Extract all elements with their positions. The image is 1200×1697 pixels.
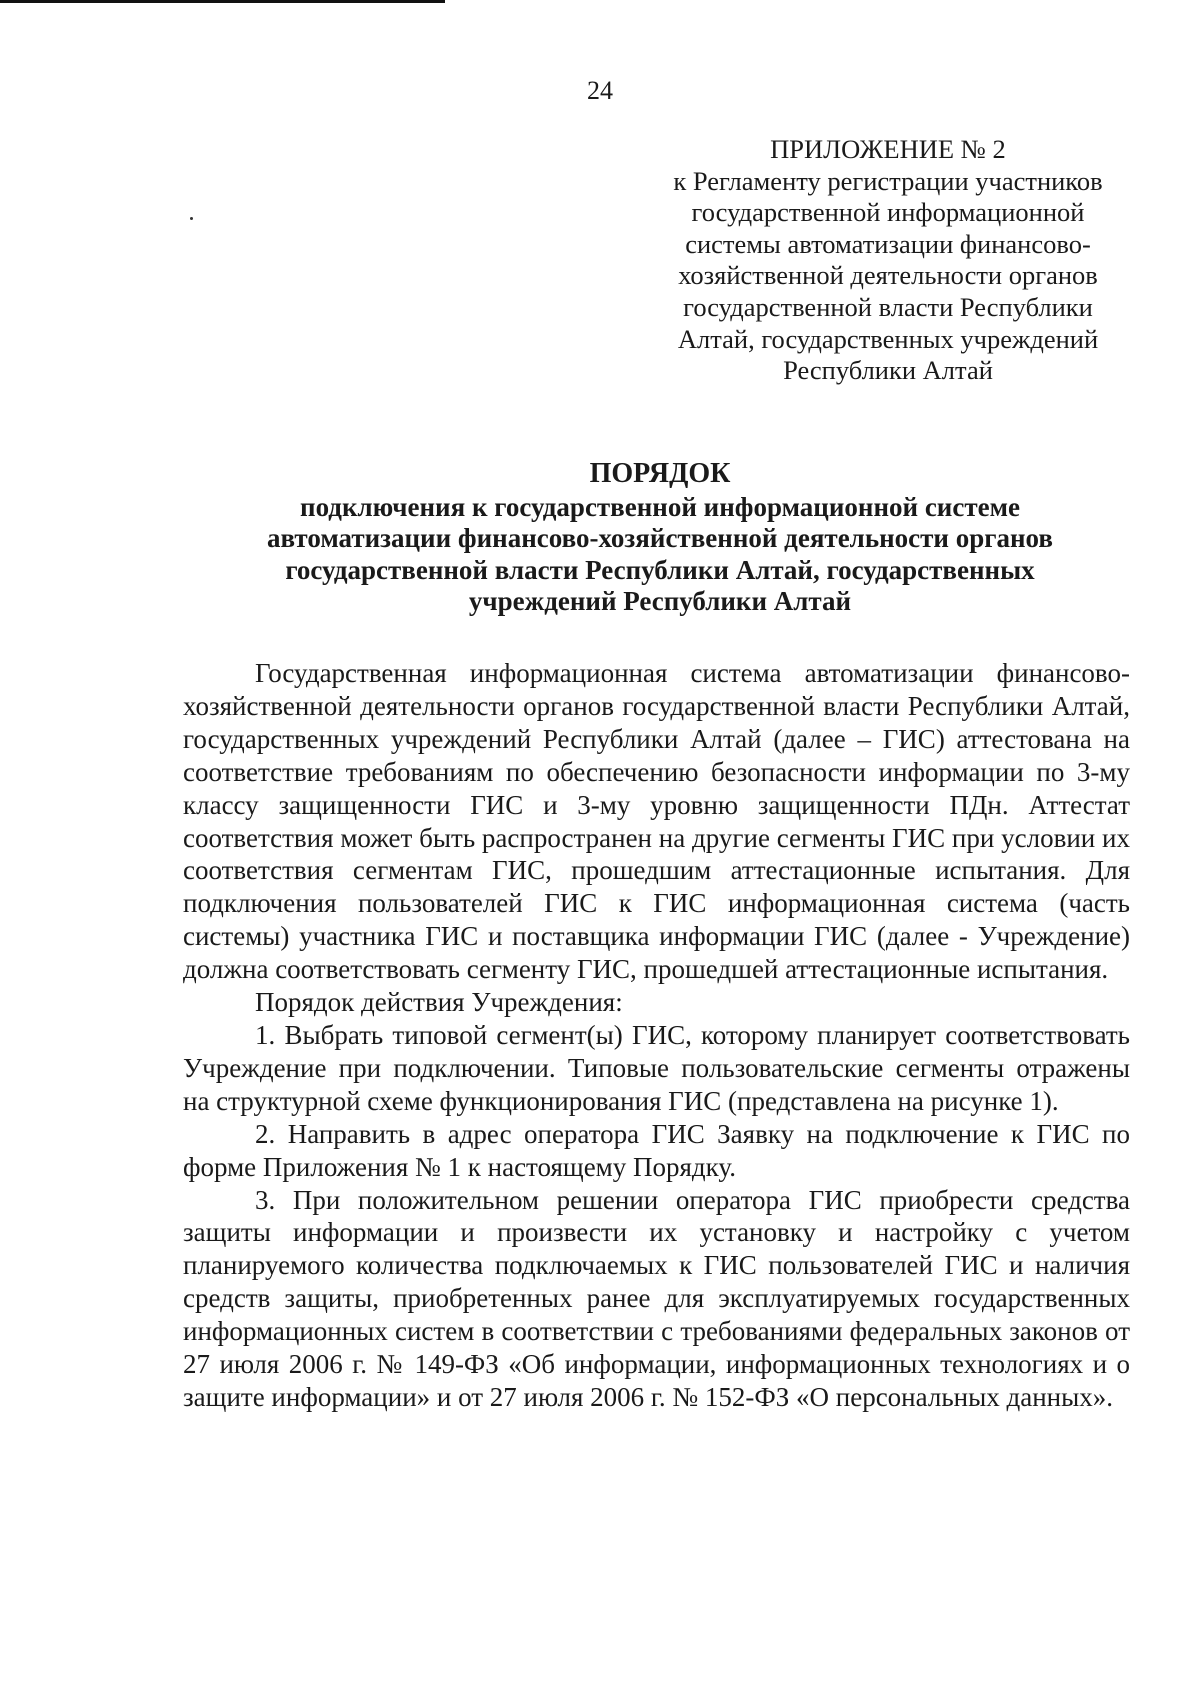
annex-line: ПРИЛОЖЕНИЕ № 2 xyxy=(770,134,1006,164)
title-line: автоматизации финансово-хозяйственной деятельности органов xyxy=(267,523,1053,553)
annex-line: государственной власти Республики xyxy=(683,291,1093,322)
annex-line: хозяйственной деятельности органов xyxy=(678,260,1098,291)
annex-line: системы автоматизации финансово- xyxy=(685,228,1091,259)
title-main: ПОРЯДОК xyxy=(589,458,731,489)
title-line: государственной власти Республики Алтай, государственных xyxy=(285,554,1035,585)
title-line: подключения к государственной информационной системе xyxy=(300,491,1020,522)
title-line: учреждений Республики Алтай xyxy=(468,586,852,616)
document-title xyxy=(180,458,1140,618)
procedure-step: 2. Направить в адрес оператора ГИС Заявку на подключение к ГИС по форме Приложения № 1 к настоящему Порядку. xyxy=(183,1118,1130,1182)
procedure-step: 1. Выбрать типовой сегмент(ы) ГИС, которому планирует соответствовать Учреждение при подключении. Типовые пользовательские сегменты отражены на структурной схеме функционирования ГИС (представлена на рисунке 1). xyxy=(183,1019,1130,1116)
annex-line: Республики Алтай xyxy=(783,355,993,386)
document-body xyxy=(183,657,1130,1414)
procedure-step: 3. При положительном решении оператора ГИС приобрести средства защиты информации и произвести их установку и настройку с учетом планируемого количества подключаемых к ГИС пользователей ГИС и наличия средств защиты, приобретенных ранее для эксплуатируемых государственных информационных систем в соответствии с требованиями федеральных законов от 27 июля 2006 г. № 149-ФЗ «Об информации, информационных технологиях и о защите информации» и от 27 июля 2006 г. № 152-ФЗ «О персональных данных». xyxy=(183,1184,1130,1412)
annex-line: к Регламенту регистрации участников xyxy=(673,165,1103,196)
intro-paragraph: Государственная информационная система автоматизации финансово-хозяйственной деятельности органов государственной власти Республики Алтай, государственных учреждений Республики Алтай (далее – ГИС) аттестована на соответствие требованиям по обеспечению безопасности информации по 3-му классу защищенности ГИС и 3-му уровню защищенности ПДн. Аттестат соответствия может быть распространен на другие сегменты ГИС при условии их соответствия сегментам ГИС, прошедшим аттестационные испытания. Для подключения пользователей ГИС к ГИС информационная система (часть системы) участника ГИС и поставщика информации ГИС (далее - Учреждение) должна соответствовать сегменту ГИС, прошедшей аттестационные испытания. xyxy=(183,658,1130,985)
scan-speck xyxy=(190,217,193,220)
annex-line: Алтай, государственных учреждений xyxy=(677,323,1099,354)
annex-header xyxy=(648,134,1128,387)
procedure-heading: Порядок действия Учреждения: xyxy=(255,987,623,1018)
scan-edge-bar xyxy=(0,0,445,3)
annex-line: государственной информационной xyxy=(691,197,1085,228)
page-number: 24 xyxy=(587,76,613,105)
